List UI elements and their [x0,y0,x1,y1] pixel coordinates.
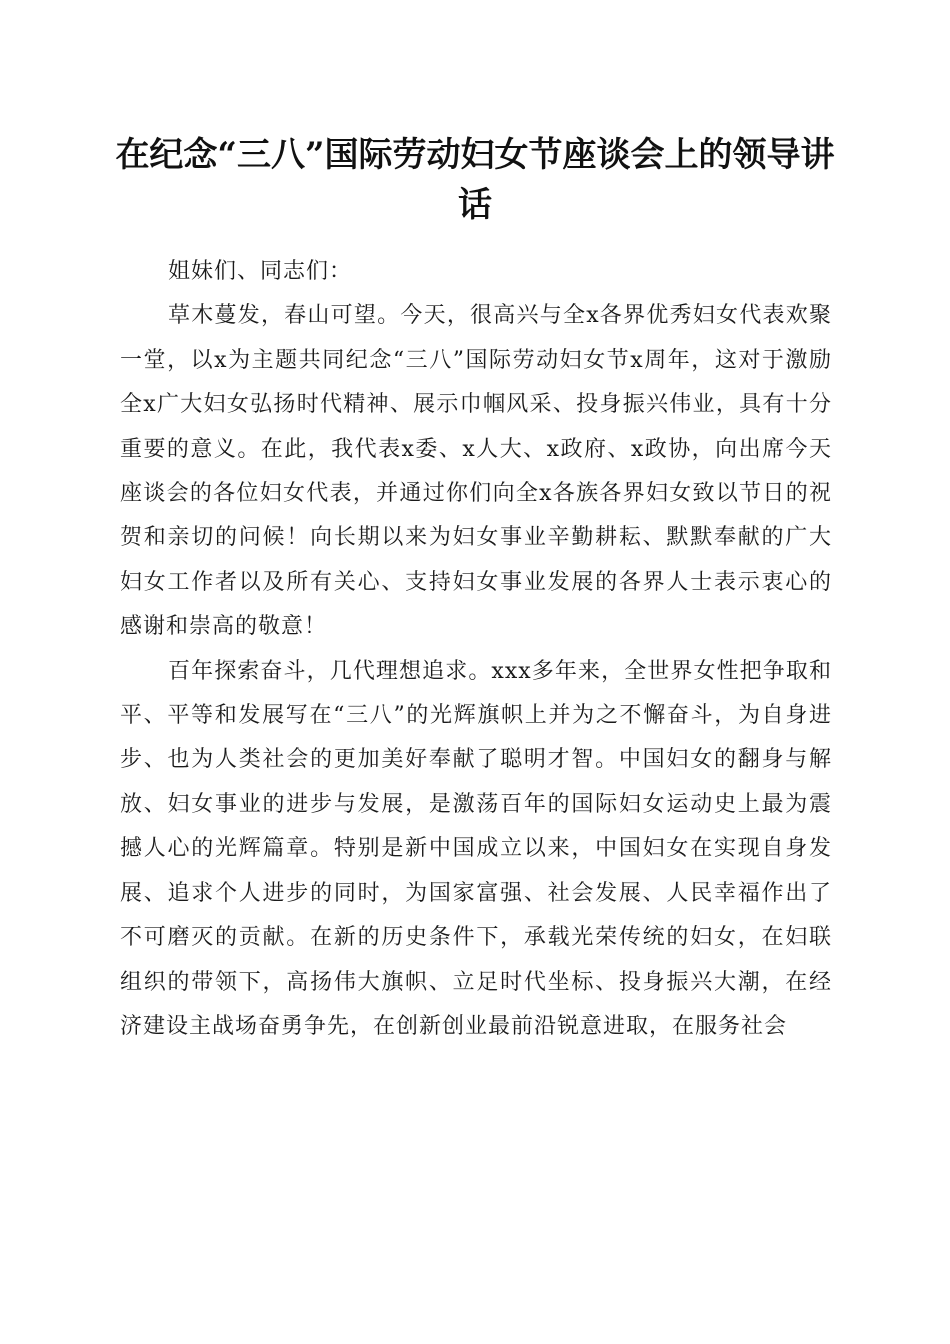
document-title: 在纪念“三八”国际劳动妇女节座谈会上的领导讲话 [115,135,835,225]
document-body [120,250,832,1049]
paragraph-2: 百年探索奋斗，几代理想追求。xxx多年来，全世界女性把争取和平、平等和发展写在“三八”的光辉旗帜上并为之不懈奋斗，为自身进步、也为人类社会的更加美好奉献了聪明才智。中国妇女的翻身与解放、妇女事业的进步与发展，是激荡百年的国际妇女运动史上最为震撼人心的光辉篇章。特别是新中国成立以来，中国妇女在实现自身发展、追求个人进步的同时，为国家富强、社会发展、人民幸福作出了不可磨灭的贡献。在新的历史条件下，承载光荣传统的妇女，在妇联组织的带领下，高扬伟大旗帜、立足时代坐标、投身振兴大潮，在经济建设主战场奋勇争先，在创新创业最前沿锐意进取，在服务社会 [120,658,832,1039]
greeting: 姐妹们、同志们： [168,259,353,284]
paragraph-1: 草木蔓发，春山可望。今天，很高兴与全x各界优秀妇女代表欢聚一堂，以x为主题共同纪念“三八”国际劳动妇女节x周年，这对于激励全x广大妇女弘扬时代精神、展示巾帼风采、投身振兴伟业，具有十分重要的意义。在此，我代表x委、x人大、x政府、x政协，向出席今天座谈会的各位妇女代表，并通过你们向全x各族各界妇女致以节日的祝贺和亲切的问候！向长期以来为妇女事业辛勤耕耘、默默奉献的广大妇女工作者以及所有关心、支持妇女事业发展的各界人士表示衷心的感谢和崇高的敬意！ [120,303,832,640]
